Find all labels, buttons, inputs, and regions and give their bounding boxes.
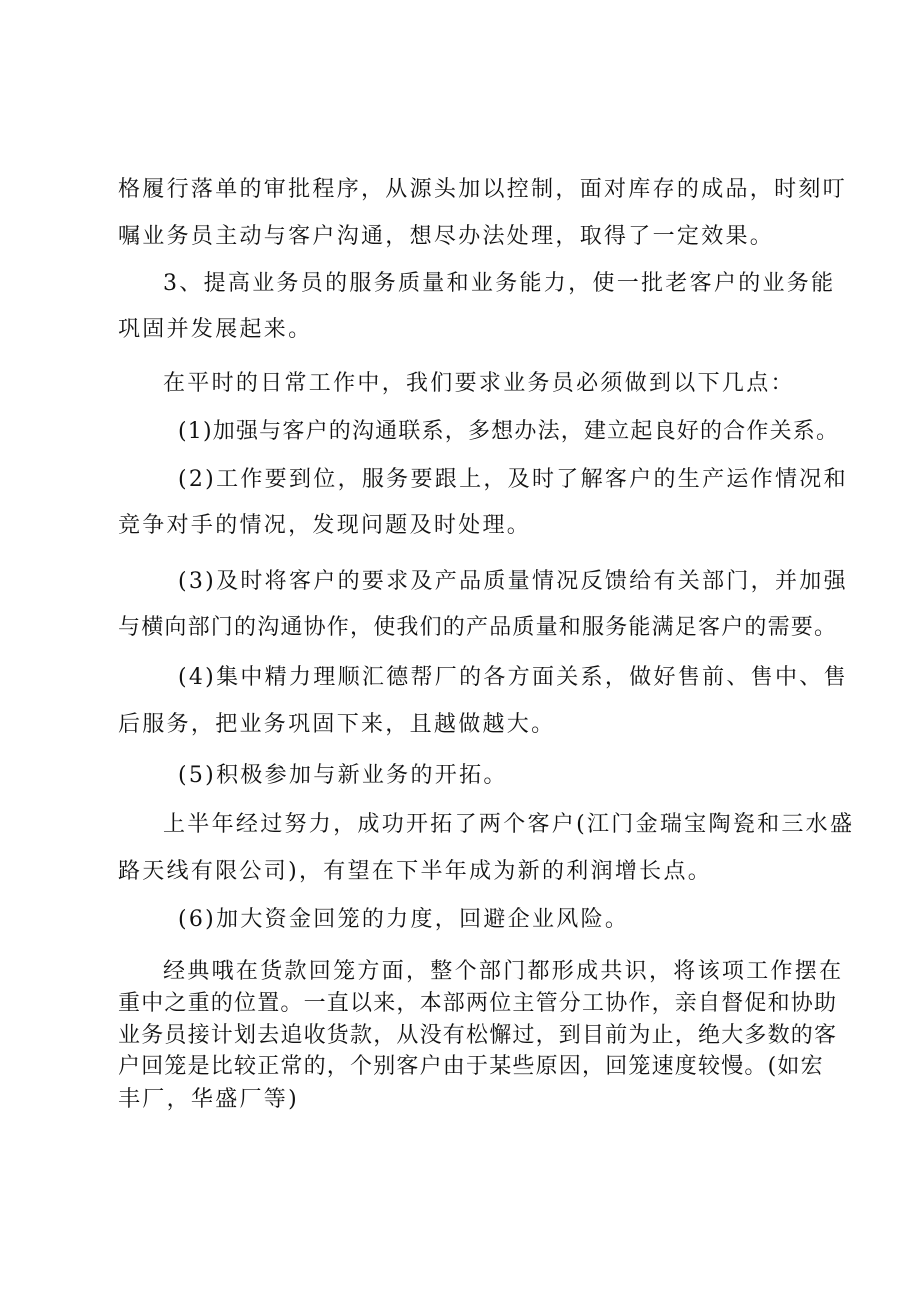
list-item-2-line-2: 竞争对手的情况，发现问题及时处理。 bbox=[118, 513, 532, 538]
list-item-1: (1)加强与客户的沟通联系，多想办法，建立起良好的合作关系。 bbox=[178, 419, 840, 444]
list-item-5: (5)积极参加与新业务的开拓。 bbox=[178, 763, 508, 788]
list-item-2-line-1: (2)工作要到位，服务要跟上，及时了解客户的生产运作情况和 bbox=[178, 467, 848, 492]
list-item-3-line-2: 与横向部门的沟通协作，使我们的产品质量和服务能满足客户的需要。 bbox=[118, 615, 838, 640]
paragraph-line-7: 路天线有限公司)，有望在下半年成为新的利润增长点。 bbox=[118, 859, 713, 884]
paragraph-line-5: 在平时的日常工作中，我们要求业务员必须做到以下几点： bbox=[163, 371, 795, 396]
paragraph-line-6: 上半年经过努力，成功开拓了两个客户(江门金瑞宝陶瓷和三水盛 bbox=[163, 812, 855, 837]
paragraph-line-12: 丰厂，华盛厂等) bbox=[118, 1087, 299, 1112]
list-item-4-line-1: (4)集中精力理顺汇德帮厂的各方面关系，做好售前、售中、售 bbox=[178, 665, 848, 690]
paragraph-line-2: 嘱业务员主动与客户沟通，想尽办法处理，取得了一定效果。 bbox=[118, 224, 775, 249]
list-item-6: (6)加大资金回笼的力度，回避企业风险。 bbox=[178, 907, 630, 932]
paragraph-line-9: 重中之重的位置。一直以来，本部两位主管分工协作，亲自督促和协助 bbox=[118, 991, 838, 1016]
list-item-4-line-2: 后服务，把业务巩固下来，且越做越大。 bbox=[118, 712, 556, 737]
paragraph-line-3: 3、提高业务员的服务质量和业务能力，使一批老客户的业务能 bbox=[163, 271, 836, 296]
paragraph-line-4: 巩固并发展起来。 bbox=[118, 317, 313, 342]
paragraph-line-1: 格履行落单的审批程序，从源头加以控制，面对库存的成品，时刻叮 bbox=[118, 177, 848, 202]
paragraph-line-10: 业务员接计划去追收货款，从没有松懈过，到目前为止，绝大多数的客 bbox=[118, 1023, 838, 1048]
paragraph-line-11: 户回笼是比较正常的，个别客户由于某些原因，回笼速度较慢。(如宏 bbox=[118, 1054, 824, 1079]
paragraph-line-8: 经典哦在货款回笼方面，整个部门都形成共识，将该项工作摆在 bbox=[163, 959, 844, 984]
list-item-3-line-1: (3)及时将客户的要求及产品质量情况反馈给有关部门，并加强 bbox=[178, 569, 848, 594]
